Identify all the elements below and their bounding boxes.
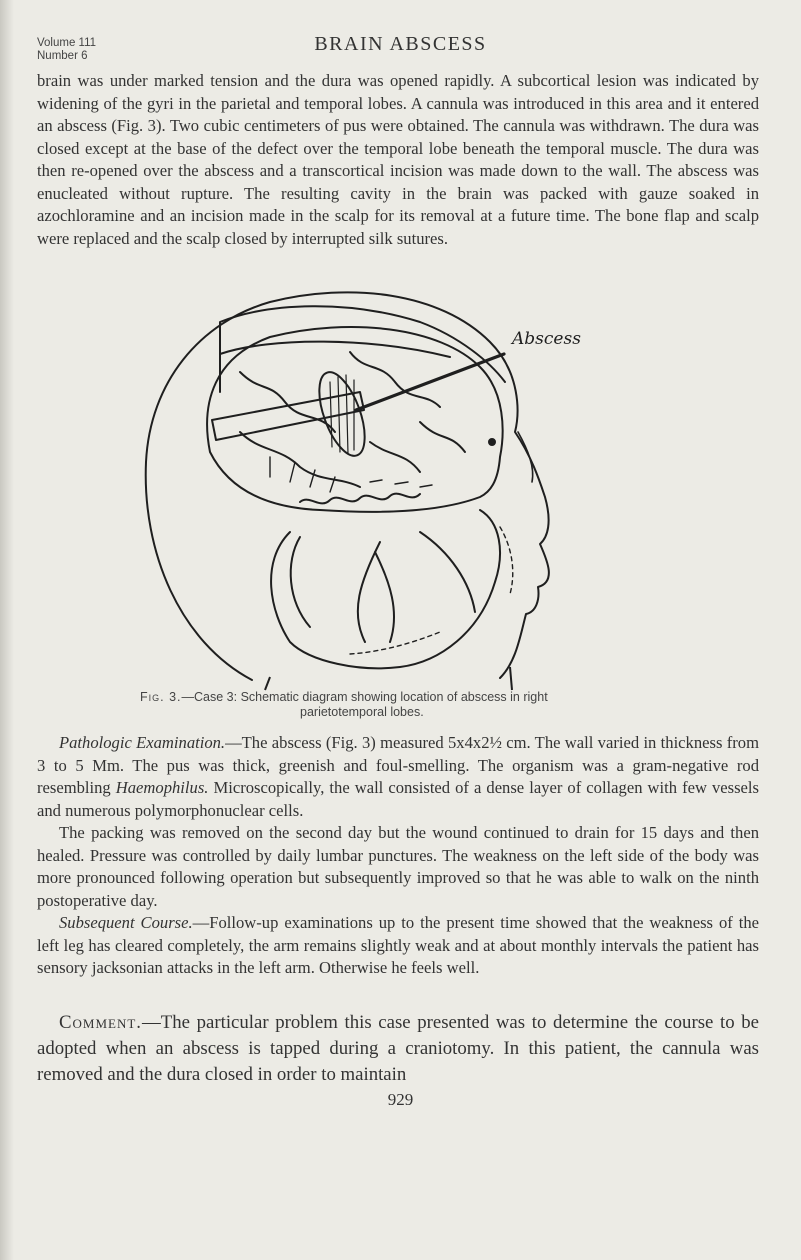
figure-caption bbox=[140, 690, 680, 720]
page-number: 929 bbox=[387, 1090, 414, 1109]
abscess-label: Abscess bbox=[512, 329, 581, 349]
figure-caption-line2: parietotemporal lobes. bbox=[300, 705, 424, 719]
paragraph-operation-text: brain was under marked tension and the dura was opened rapidly. A subcortical lesion was indicated by widening of the gyri in the parietal and temporal lobes. A cannula was introduced in this area and it entered an abscess (Fig. 3). Two cubic centimeters of pus were obtained. The cannula was withdrawn. The dura was closed except at the base of the defect over the temporal lobe beneath the temporal muscle. The dura was then re-opened over the abscess and a transcortical incision was made down to the wall. The abscess was enucleated without rupture. The resulting cavity in the brain was packed with gauze soaked in azochloramine and an incision made in the scalp for its removal at a future time. The bone flap and scalp were replaced and the scalp closed by interrupted silk sutures. bbox=[37, 71, 759, 248]
binding-shadow bbox=[0, 0, 14, 1260]
issue-number-label: Number 6 bbox=[37, 50, 88, 62]
comment-section bbox=[37, 1010, 759, 1088]
cannula bbox=[356, 354, 504, 410]
bone-flap bbox=[220, 306, 505, 392]
retractor bbox=[212, 392, 364, 440]
pathologic-organism: Haemophilus. bbox=[115, 778, 209, 797]
subsequent-text: —Follow-up examinations up to the present time showed that the weakness of the left leg has cleared completely, the arm remains slightly weak and at about monthly intervals the patient has sensory jacksonian attacks in the left arm. Otherwise he feels well. bbox=[37, 913, 759, 977]
paragraph-pathologic bbox=[37, 732, 759, 822]
volume-label: Volume 111 bbox=[37, 37, 97, 49]
paragraph-operation bbox=[37, 70, 759, 250]
schematic-diagram bbox=[120, 282, 680, 692]
figure-caption-lead: Fig. 3. bbox=[140, 690, 182, 704]
figure-caption-text1: —Case 3: Schematic diagram showing location of abscess in right bbox=[181, 690, 548, 704]
neck-outline bbox=[265, 667, 512, 690]
figure-caption-line1 bbox=[140, 690, 680, 705]
pathologic-pre: —The abscess (Fig. 3) measured 5x4x2½ cm. The wall varied in thickness from 3 to 5 Mm. The pus was thick, greenish and foul-smelling. The organism was a gram-negative rod resembling bbox=[37, 733, 759, 797]
pathologic-heading: Pathologic Examination. bbox=[59, 733, 226, 752]
body-sections bbox=[37, 732, 759, 980]
paragraph-packing: The packing was removed on the second day but the wound continued to drain for 15 days and then healed. Pressure was controlled by daily lumbar punctures. The weakness on the left side of the body was more pronounced following operation but subsequently improved so that he was able to walk on the ninth postoperative day. bbox=[37, 823, 759, 910]
running-title: BRAIN ABSCESS bbox=[314, 33, 487, 55]
comment-heading: Comment. bbox=[59, 1012, 142, 1033]
cerebellum-outline bbox=[271, 510, 500, 668]
paragraph-comment bbox=[37, 1010, 759, 1088]
head-outline bbox=[146, 292, 549, 680]
paragraph-subsequent bbox=[37, 912, 759, 980]
pathologic-post: Microscopically, the wall consisted of a dense layer of collagen with few vessels and numerous polymorphonuclear cells. bbox=[37, 778, 759, 820]
comment-text: —The particular problem this case presented was to determine the course to be adopted when an abscess is tapped during a craniotomy. In this patient, the cannula was removed and the dura closed in order to maintain bbox=[37, 1012, 759, 1085]
subsequent-heading: Subsequent Course. bbox=[59, 913, 193, 932]
